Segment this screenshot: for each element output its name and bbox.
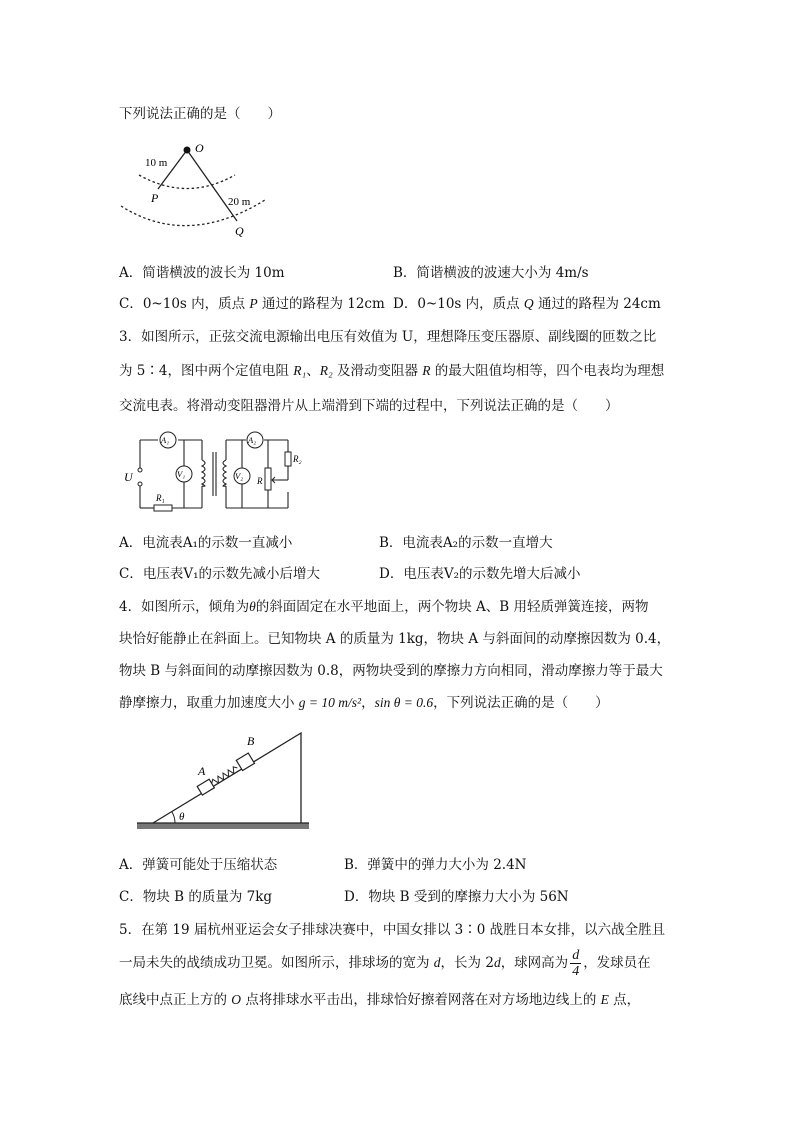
wave-rays xyxy=(158,150,237,221)
q4-line-4 xyxy=(119,691,609,711)
angle-arc xyxy=(172,812,175,823)
q2-option-d-var: Q xyxy=(523,296,534,311)
q5-point-O: O xyxy=(231,992,242,1007)
q2-option-c[interactable] xyxy=(119,292,385,312)
q3-line2-d: 的最大阻值均相等，四个电表均为理想 xyxy=(430,363,665,379)
block-b xyxy=(236,753,254,771)
resistor-r2 xyxy=(285,452,291,466)
q5-line3-b: 点将排球水平击出，排球恰好擦着网落在对方场地边线上的 xyxy=(241,992,601,1008)
label-Q: Q xyxy=(235,224,244,238)
label-V2: V₂ xyxy=(235,471,244,481)
q3-line-1: 3．如图所示，正弦交流电源输出电压有效值为 U，理想降压变压器原、副线圈的匝数之比 xyxy=(119,329,657,345)
label-block-a: A xyxy=(198,764,206,778)
q5-line3-a: 底线中点正上方的 xyxy=(119,992,232,1008)
q3-line2-c: 及滑动变阻器 xyxy=(332,363,423,379)
rheostat-slider xyxy=(272,477,278,483)
q3-R2: R₂ xyxy=(319,363,333,378)
label-R: R xyxy=(257,476,263,486)
q4-line-2: 块恰好能静止在斜面上。已知物块 A 的质量为 1kg，物块 A 与斜面间的动摩擦因数为 0.4， xyxy=(119,631,671,647)
label-O: O xyxy=(195,141,204,155)
q3-option-c[interactable]: C．电压表V₁的示数先减小后增大 xyxy=(119,566,320,582)
q3-line-3: 交流电表。将滑动变阻器滑片从上端滑到下端的过程中，下列说法正确的是（ ） xyxy=(119,398,619,414)
q5-line2-a: 一局未失的战绩成功卫冕。如图所示，排球场的宽为 xyxy=(119,955,434,971)
q5-line3-c: 点， xyxy=(608,992,641,1008)
fraction-numerator: d xyxy=(572,948,580,963)
q4-line4-a: 静摩擦力，取重力加速度大小 xyxy=(119,695,299,711)
resistor-r1 xyxy=(154,505,172,511)
q5-line-3 xyxy=(119,988,640,1008)
fraction-denominator: 4 xyxy=(572,964,580,979)
source-terminal-top xyxy=(138,468,142,472)
label-A1: A₁ xyxy=(161,435,170,445)
q3-line2-a: 为 5∶4，图中两个定值电阻 xyxy=(119,363,294,379)
q2-option-d-pre: D．0~10s 内，质点 xyxy=(393,296,524,312)
label-OP-length: 10 m xyxy=(145,157,168,169)
q2-option-b[interactable]: B．简谐横波的波速大小为 4m/s xyxy=(393,265,589,281)
q4-sin-equation: sin θ = 0.6 xyxy=(374,695,434,710)
q4-line1-b: 的斜面固定在水平地面上，两个物块 A、B 用轻质弹簧连接，两物 xyxy=(255,599,649,615)
q4-option-d[interactable]: D．物块 B 受到的摩擦力大小为 56N xyxy=(344,889,569,905)
incline xyxy=(153,733,301,823)
label-R2: R₂ xyxy=(293,454,302,464)
q4-option-b[interactable]: B．弹簧中的弹力大小为 2.4N xyxy=(344,857,527,873)
q3-R1: R₁ xyxy=(293,363,307,378)
q4-g-equation: g = 10 m/s² xyxy=(298,695,362,710)
q5-line2-d: ，发球员在 xyxy=(583,955,651,971)
q5-point-E: E xyxy=(600,992,609,1007)
q4-line1-a: 4．如图所示，倾角为 xyxy=(119,599,250,615)
q2-option-a[interactable]: A．简谐横波的波长为 10m xyxy=(119,265,285,281)
q2-option-c-pre: C．0~10s 内，质点 xyxy=(119,296,250,312)
q5-d-width: d xyxy=(433,955,441,970)
label-theta: θ xyxy=(179,811,185,823)
rheostat-r xyxy=(265,468,271,490)
q2-stem: 下列说法正确的是（ ） xyxy=(119,106,281,122)
circuit-figure xyxy=(118,430,308,516)
q4-line4-b: ， xyxy=(361,695,375,711)
q2-option-c-var: P xyxy=(249,296,258,311)
wave-figure xyxy=(115,140,275,240)
q4-line-1 xyxy=(119,595,649,615)
q5-line2-b: ，长为 2 xyxy=(440,955,494,971)
label-R1: R₁ xyxy=(156,493,165,503)
q2-option-c-post: 通过的路程为 12cm xyxy=(257,296,385,312)
q5-d-length: d xyxy=(493,955,501,970)
q3-line-2 xyxy=(119,359,664,379)
incline-figure xyxy=(135,725,315,835)
q3-option-d[interactable]: D．电压表V₂的示数先增大后减小 xyxy=(379,566,581,582)
label-block-b: B xyxy=(247,734,255,748)
q5-net-height-fraction xyxy=(570,948,581,979)
label-P: P xyxy=(151,191,159,205)
label-U: U xyxy=(124,470,133,484)
label-A2: A₂ xyxy=(248,435,257,445)
q5-line-2 xyxy=(119,948,651,979)
label-OQ-length: 20 m xyxy=(228,196,251,208)
label-V1: V₁ xyxy=(177,469,186,479)
q3-option-a[interactable]: A．电流表A₁的示数一直减小 xyxy=(119,535,293,551)
q3-line2-b: 、 xyxy=(306,363,320,379)
q5-line2-c: ，球网高为 xyxy=(500,955,569,971)
spring xyxy=(210,765,239,786)
q5-line-1: 5．在第 19 届杭州亚运会女子排球决赛中，中国女排以 3∶0 战胜日本女排，以六战全胜且 xyxy=(119,922,666,938)
q4-line-3: 物块 B 与斜面间的动摩擦因数为 0.8，两物块受到的摩擦力方向相同，滑动摩擦力等于最大 xyxy=(119,663,663,679)
source-point xyxy=(184,147,191,154)
source-terminal-bottom xyxy=(138,482,142,486)
q2-option-d-post: 通过的路程为 24cm xyxy=(533,296,661,312)
q3-option-b[interactable]: B．电流表A₂的示数一直增大 xyxy=(379,535,553,551)
q2-option-d[interactable] xyxy=(393,292,661,312)
q4-line4-c: ，下列说法正确的是（ ） xyxy=(433,695,609,711)
q4-option-a[interactable]: A．弹簧可能处于压缩状态 xyxy=(119,857,278,873)
q4-option-c[interactable]: C．物块 B 的质量为 7kg xyxy=(119,889,273,905)
q4-theta: θ xyxy=(249,599,256,614)
ground-hatch xyxy=(137,823,309,829)
q3-R: R xyxy=(422,363,431,378)
